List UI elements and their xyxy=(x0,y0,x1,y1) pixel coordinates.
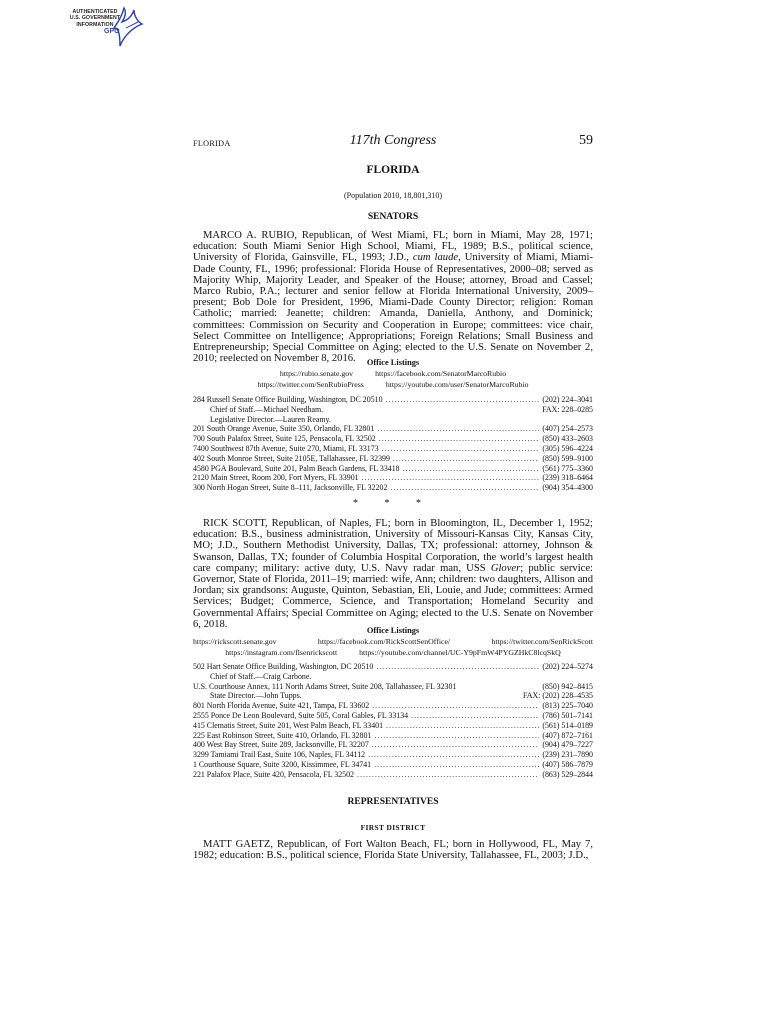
office-address: 3299 Tamiami Trail East, Suite 106, Naples, FL 34112 xyxy=(193,750,366,760)
scott-facebook-link[interactable]: https://facebook.com/RickScottSenOffice/ xyxy=(317,637,451,646)
office-phone: (239) 231–7890 xyxy=(542,750,593,760)
office-address: 7400 Southwest 87th Avenue, Suite 270, Miami, FL 33173 xyxy=(193,443,379,453)
rubio-office-row xyxy=(193,415,593,425)
scott-office-row xyxy=(193,711,593,721)
section-separator: * * * xyxy=(353,498,433,509)
scott-office-list xyxy=(193,662,593,780)
office-phone: (863) 529–2844 xyxy=(542,769,593,779)
rubio-urls xyxy=(193,369,593,390)
office-address: 201 South Orange Avenue, Suite 350, Orlando, FL 32801 xyxy=(193,424,375,434)
rubio-office-row xyxy=(193,454,593,464)
gpo-badge-text: AUTHENTICATED U.S. GOVERNMENT INFORMATION xyxy=(69,9,121,28)
rubio-office-listings-title: Office Listings xyxy=(366,358,420,367)
office-address: Chief of Staff.—Michael Needham. xyxy=(210,404,324,414)
ship-name: Glover xyxy=(490,562,521,574)
dot-leader xyxy=(372,701,539,711)
dot-leader xyxy=(374,731,539,741)
office-phone: (850) 599–9100 xyxy=(542,453,593,463)
office-phone: (904) 354–4300 xyxy=(542,483,593,493)
dot-leader xyxy=(362,473,540,483)
dot-leader xyxy=(386,395,540,405)
scott-website-link[interactable]: https://rickscott.senate.gov xyxy=(193,637,277,646)
rubio-twitter-link[interactable]: https://twitter.com/SenRubioPress xyxy=(257,379,364,389)
office-phone: (561) 775–3360 xyxy=(542,463,593,473)
scott-twitter-link[interactable]: https://twitter.com/SenRickScott xyxy=(491,637,593,646)
office-phone: (813) 225–7040 xyxy=(542,701,593,711)
office-phone: (407) 872–7161 xyxy=(542,730,593,740)
office-phone: (786) 501–7141 xyxy=(542,710,593,720)
office-phone: (850) 433–2603 xyxy=(542,434,593,444)
dot-leader xyxy=(379,434,540,444)
scott-office-listings-title: Office Listings xyxy=(366,626,420,635)
gaetz-bio: MATT GAETZ, Republican, of Fort Walton Beach, FL; born in Hollywood, FL, May 7, 1982; education: B.S., political science, Florida State University, Tallahassee, FL, 2003; J.D., xyxy=(193,839,593,862)
rubio-office-row xyxy=(193,483,593,493)
scott-office-row xyxy=(193,760,593,770)
office-address: 221 Palafox Place, Suite 420, Pensacola, FL 32502 xyxy=(193,769,355,779)
office-phone: (850) 942–8415 xyxy=(542,681,593,691)
header-congress: 117th Congress xyxy=(349,133,437,148)
honors-phrase: cum laude xyxy=(412,252,459,264)
dot-leader xyxy=(376,662,539,672)
office-phone: (407) 254–2573 xyxy=(542,424,593,434)
scott-instagram-link[interactable]: https://instagram.com/flsenrickscott xyxy=(225,647,338,657)
office-address: 1 Courthouse Square, Suite 3200, Kissimmee, FL 34741 xyxy=(193,759,372,769)
rubio-bio: MARCO A. RUBIO, Republican, of West Miami, FL; born in Miami, May 28, 1971; education: South Miami Senior High School, Miami, FL, 1989; B.S., political science, University of Florida, Gainsville, FL, 1993; J.D., cum laude, University of Miami, Miami-Dade County, FL, 1996; professional: Florida House of Representatives, 2000–08; served as Majority Whip, Majority Leader, and Speaker of the House; attorney, Broad and Cassel; Marco Rubio, P.A.; lecturer and senior fellow at Florida International University, 2009–present; Bob Dole for President, 1996, Miami-Dade County Director; religion: Roman Catholic; married: Jeanette; children: Amanda, Daniella, Anthony, and Dominick; committees: Commission on Security and Cooperation in Europe; committees: vice chair, Select Committee on Intelligence; Appropriations; Foreign Relations; Small Business and Entrepreneurship; Special Committee on Aging; elected to the U.S. Senate on November 2, 2010; reelected on November 8, 2016. xyxy=(193,230,594,365)
office-phone: (239) 318–6464 xyxy=(542,473,593,483)
dot-leader xyxy=(411,711,539,721)
office-address: 4580 PGA Boulevard, Suite 201, Palm Beach Gardens, FL 33418 xyxy=(193,463,400,473)
office-phone: FAX: 228–0285 xyxy=(542,404,593,414)
office-phone: FAX: (202) 228–4535 xyxy=(523,691,593,701)
rubio-youtube-link[interactable]: https://youtube.com/user/SenatorMarcoRubio xyxy=(385,379,529,389)
representatives-heading: REPRESENTATIVES xyxy=(347,797,439,807)
scott-office-row xyxy=(193,721,593,731)
scott-office-row xyxy=(193,740,593,750)
dot-leader xyxy=(377,424,539,434)
office-phone: (202) 224–3041 xyxy=(542,395,593,404)
office-address: 415 Clematis Street, Suite 201, West Palm Beach, FL 33401 xyxy=(193,720,384,730)
office-address: State Director.—John Tupps. xyxy=(210,691,302,701)
gpo-authentication-badge xyxy=(62,6,146,48)
scott-office-row xyxy=(193,770,593,780)
office-address: 400 West Bay Street, Suite 289, Jacksonville, FL 32207 xyxy=(193,740,369,750)
dot-leader xyxy=(374,760,539,770)
scott-office-row xyxy=(193,682,593,692)
rubio-office-row xyxy=(193,405,593,415)
gpo-mark: GPO xyxy=(104,28,120,35)
office-address: 700 South Palafox Street, Suite 125, Pensacola, FL 32502 xyxy=(193,434,376,444)
dot-leader xyxy=(382,444,540,454)
scott-office-row xyxy=(193,672,593,682)
dot-leader xyxy=(393,454,539,464)
scott-office-row xyxy=(193,662,593,672)
office-address: Chief of Staff.—Craig Carbone. xyxy=(210,671,312,681)
office-phone: (305) 596–4224 xyxy=(542,443,593,453)
scott-youtube-link[interactable]: https://youtube.com/channel/UC-Y9pFmW4PYGZHkC8lcqSkQ xyxy=(359,647,561,657)
dot-leader xyxy=(386,721,539,731)
scott-office-row xyxy=(193,701,593,711)
office-address: 402 South Monroe Street, Suite 2105E, Tallahassee, FL 32399 xyxy=(193,453,390,463)
rubio-office-row xyxy=(193,464,593,474)
dot-leader xyxy=(372,740,540,750)
office-address: 284 Russell Senate Office Building, Washington, DC 20510 xyxy=(193,395,383,404)
office-address: U.S. Courthouse Annex, 111 North Adams Street, Suite 208, Tallahassee, FL 32301 xyxy=(193,681,457,691)
scott-bio: RICK SCOTT, Republican, of Naples, FL; born in Bloomington, IL, December 1, 1952; education: B.S., business administration, University of Missouri-Kansas City, Kansas City, MO; J.D., Southern Methodist University, Dallas, TX; professional: attorney, Johnson & Swanson, Dallas, TX; founder of Columbia Hospital Corporation, the world’s largest health care company; military: active duty, U.S. Navy radar man, USS Glover; public service: Governor, State of Florida, 2011–19; married: wife, Ann; children: two daughters, Allison and Jordan; six grandsons: Auguste, Quinton, Sebastian, Eli, Louie, and Jude; committees: Armed Services; Budget; Commerce, Science, and Transportation; Homeland Security and Governmental Affairs; Special Committee on Aging; elected to the U.S. Senate on November 6, 2018. xyxy=(193,518,593,630)
senators-heading: SENATORS xyxy=(367,212,419,222)
dot-leader xyxy=(403,464,540,474)
office-address: 2120 Main Street, Room 200, Fort Myers, FL 33901 xyxy=(193,473,359,483)
scott-office-row xyxy=(193,691,593,701)
rubio-office-list xyxy=(193,395,593,493)
rubio-office-row xyxy=(193,444,593,454)
rubio-office-row xyxy=(193,424,593,434)
office-phone: (202) 224–5274 xyxy=(542,662,593,671)
state-title: FLORIDA xyxy=(366,164,420,176)
rubio-office-row xyxy=(193,395,593,405)
scott-office-row xyxy=(193,750,593,760)
rubio-office-row xyxy=(193,473,593,483)
population-note: (Population 2010, 18,801,310) xyxy=(344,191,442,200)
office-phone: (561) 514–0189 xyxy=(542,720,593,730)
running-header xyxy=(193,133,593,155)
rubio-facebook-link[interactable]: https://facebook.com/SenatorMarcoRubio xyxy=(375,369,507,378)
office-address: Legislative Director.—Lauren Reamy. xyxy=(210,414,331,424)
rubio-website-link[interactable]: https://rubio.senate.gov xyxy=(279,369,354,378)
office-address: 801 North Florida Avenue, Suite 421, Tampa, FL 33602 xyxy=(193,701,370,711)
office-address: 300 North Hogan Street, Suite 8–111, Jacksonville, FL 32202 xyxy=(193,483,388,493)
header-state: FLORIDA xyxy=(193,139,231,148)
scott-office-row xyxy=(193,731,593,741)
first-district-heading: FIRST DISTRICT xyxy=(360,823,426,832)
office-address: 502 Hart Senate Office Building, Washington, DC 20510 xyxy=(193,662,374,671)
scott-urls xyxy=(193,637,593,658)
office-address: 225 East Robinson Street, Suite 410, Orlando, FL 32801 xyxy=(193,730,372,740)
dot-leader xyxy=(390,483,539,493)
dot-leader xyxy=(357,770,539,780)
office-address: 2555 Ponce De Leon Boulevard, Suite 505, Coral Gables, FL 33134 xyxy=(193,710,409,720)
office-phone: (904) 479–7227 xyxy=(542,740,593,750)
page-number: 59 xyxy=(579,133,593,148)
rubio-office-row xyxy=(193,434,593,444)
dot-leader xyxy=(368,750,539,760)
office-phone: (407) 586–7879 xyxy=(542,759,593,769)
